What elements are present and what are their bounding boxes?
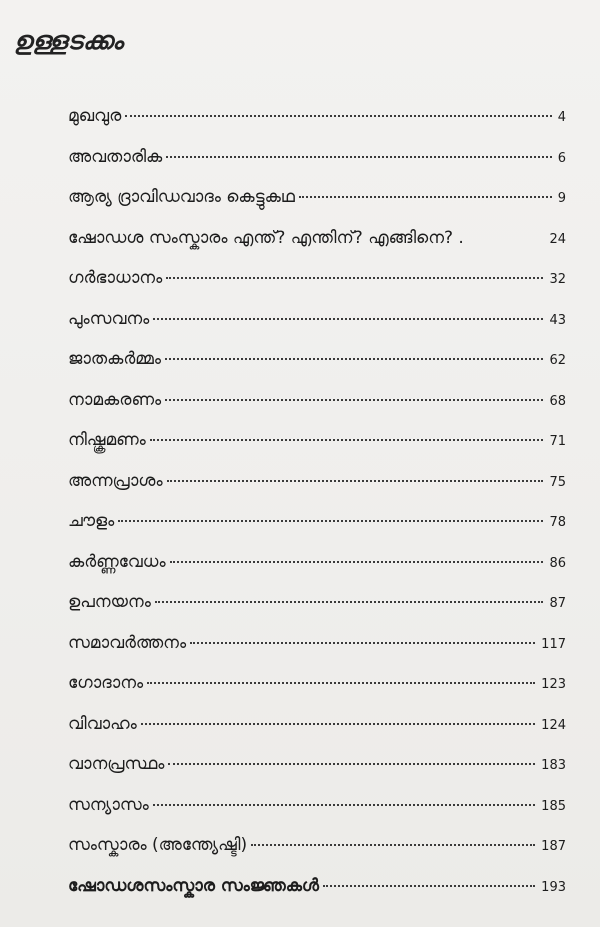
toc-entry-title: ജാതകർമ്മം (68, 349, 161, 369)
dot-leader (125, 115, 551, 117)
toc-entry-page-number: 117 (541, 636, 566, 652)
toc-entry-title: കർണ്ണവേധം (68, 551, 166, 572)
toc-entry-page-number: 71 (549, 434, 566, 449)
toc-entry-page-number: 6 (557, 150, 566, 166)
toc-entry-title: പുംസവനം (68, 308, 150, 329)
toc-entry-title: സന്യാസം (68, 794, 149, 815)
dot-leader (468, 237, 544, 239)
toc-entry-page-number: 9 (557, 191, 566, 206)
toc-entry-page-number: 185 (541, 798, 566, 814)
toc-entry-page-number: 87 (549, 596, 566, 611)
toc-entry-title: മുഖവുര (68, 106, 122, 126)
toc-entry-page-number: 183 (541, 758, 566, 773)
toc-entry-page-number: 62 (549, 353, 566, 368)
toc-entry-page-number: 68 (549, 393, 566, 409)
table-of-contents (68, 102, 566, 912)
toc-entry-page-number: 75 (549, 474, 566, 490)
toc-entry (68, 386, 566, 427)
toc-entry-title: ഗോദാനം (68, 673, 144, 693)
toc-entry-title: വിവാഹം (68, 713, 137, 734)
toc-entry-page-number: 124 (541, 717, 566, 733)
toc-entry (68, 345, 566, 386)
toc-entry (68, 143, 566, 184)
toc-entry-title: ഗർഭാധാനം (68, 268, 163, 288)
toc-entry-title: അന്നപ്രാശം (68, 470, 163, 491)
toc-entry (68, 629, 566, 670)
toc-entry (68, 426, 566, 467)
toc-entry-title: ചൗളം (68, 511, 115, 531)
toc-entry (68, 750, 566, 791)
toc-entry (68, 467, 566, 508)
dot-leader (167, 480, 544, 482)
toc-entry-page-number: 187 (541, 839, 566, 854)
toc-entry-page-number: 43 (549, 312, 566, 328)
toc-entry-title: അവതാരിക (68, 146, 163, 167)
toc-entry (68, 588, 566, 629)
toc-entry (68, 183, 566, 224)
toc-entry-title: നാമകരണം (68, 389, 162, 410)
dot-leader (323, 885, 535, 887)
toc-entry-page-number: 24 (549, 231, 566, 247)
dot-leader (299, 196, 552, 198)
toc-entry-title: ആര്യ ദ്രാവിഡവാദം കെട്ടുകഥ (68, 187, 295, 207)
toc-entry (68, 831, 566, 872)
dot-leader (166, 277, 543, 279)
toc-entry-page-number: 32 (549, 272, 566, 287)
dot-leader (147, 682, 535, 684)
dot-leader (155, 601, 544, 603)
page-title: ഉള്ളടക്കം (14, 26, 124, 55)
dot-leader (118, 520, 543, 522)
toc-entry-title: വാനപ്രസ്ഥം (68, 754, 165, 774)
dot-leader (165, 399, 543, 401)
toc-entry (68, 548, 566, 589)
toc-entry-page-number: 78 (549, 515, 566, 530)
toc-entry (68, 507, 566, 548)
dot-leader (166, 156, 551, 158)
dot-leader (168, 763, 535, 765)
dot-leader (170, 561, 544, 563)
toc-entry (68, 872, 566, 913)
dot-leader (153, 804, 535, 806)
dot-leader (190, 642, 535, 644)
toc-entry-title: നിഷ്ക്രമണം (68, 430, 146, 450)
toc-entry (68, 710, 566, 751)
toc-entry-page-number: 123 (541, 677, 566, 692)
toc-entry-title: ഉപനയനം (68, 592, 151, 612)
dot-leader (165, 358, 544, 360)
toc-entry-page-number: 193 (541, 879, 566, 895)
toc-entry (68, 669, 566, 710)
dot-leader (251, 844, 535, 846)
toc-entry-title: ഷോഡശസംസ്കാര സംജ്ഞകൾ (68, 875, 319, 896)
toc-entry-title: സമാവർത്തനം (68, 632, 187, 653)
toc-entry (68, 305, 566, 346)
toc-entry-page-number: 4 (557, 110, 566, 125)
toc-entry-page-number: 86 (549, 555, 566, 571)
toc-entry (68, 791, 566, 832)
dot-leader (150, 439, 544, 441)
toc-entry (68, 102, 566, 143)
dot-leader (141, 723, 535, 725)
toc-entry (68, 224, 566, 265)
toc-entry-title: ഷോഡശ സംസ്കാരം എന്ത്? എന്തിന്? എങ്ങിനെ? . (68, 227, 464, 248)
dot-leader (153, 318, 543, 320)
toc-entry-title: സംസ്കാരം (അന്ത്യേഷ്ടി) (68, 835, 248, 855)
toc-entry (68, 264, 566, 305)
